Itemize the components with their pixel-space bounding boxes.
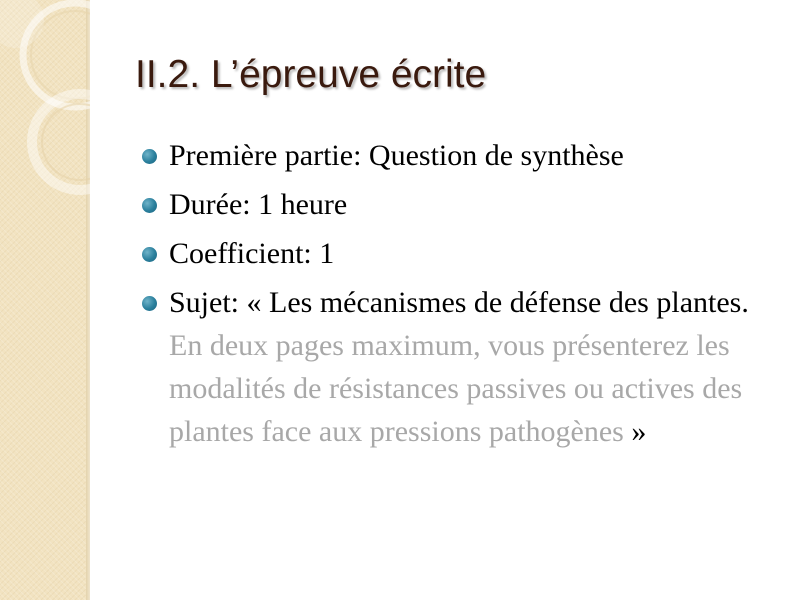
bullet-text: Coefficient: 1 — [169, 237, 335, 270]
bullet-text: Durée: 1 heure — [169, 188, 348, 221]
list-item — [140, 183, 760, 226]
bullet-text-subject: Sujet: « Les mécanismes de défense des plantes. — [169, 286, 749, 319]
decorative-rings — [0, 0, 90, 200]
bullet-icon — [142, 247, 157, 262]
bullet-list — [140, 134, 760, 459]
bullet-icon — [142, 198, 157, 213]
bullet-icon — [142, 296, 157, 311]
bullet-text-instructions: En deux pages maximum, vous présenterez les modalités de résistances passives ou actives des plantes face aux pressions pathogènes — [169, 329, 743, 448]
bullet-text: Première partie: Question de synthèse — [169, 139, 624, 172]
bullet-text-closing-quote: » — [623, 415, 647, 448]
bullet-icon — [142, 149, 157, 164]
list-item — [140, 134, 760, 177]
slide-title: II.2. L’épreuve écrite — [135, 53, 487, 96]
list-item — [140, 232, 760, 275]
list-item — [140, 281, 760, 453]
